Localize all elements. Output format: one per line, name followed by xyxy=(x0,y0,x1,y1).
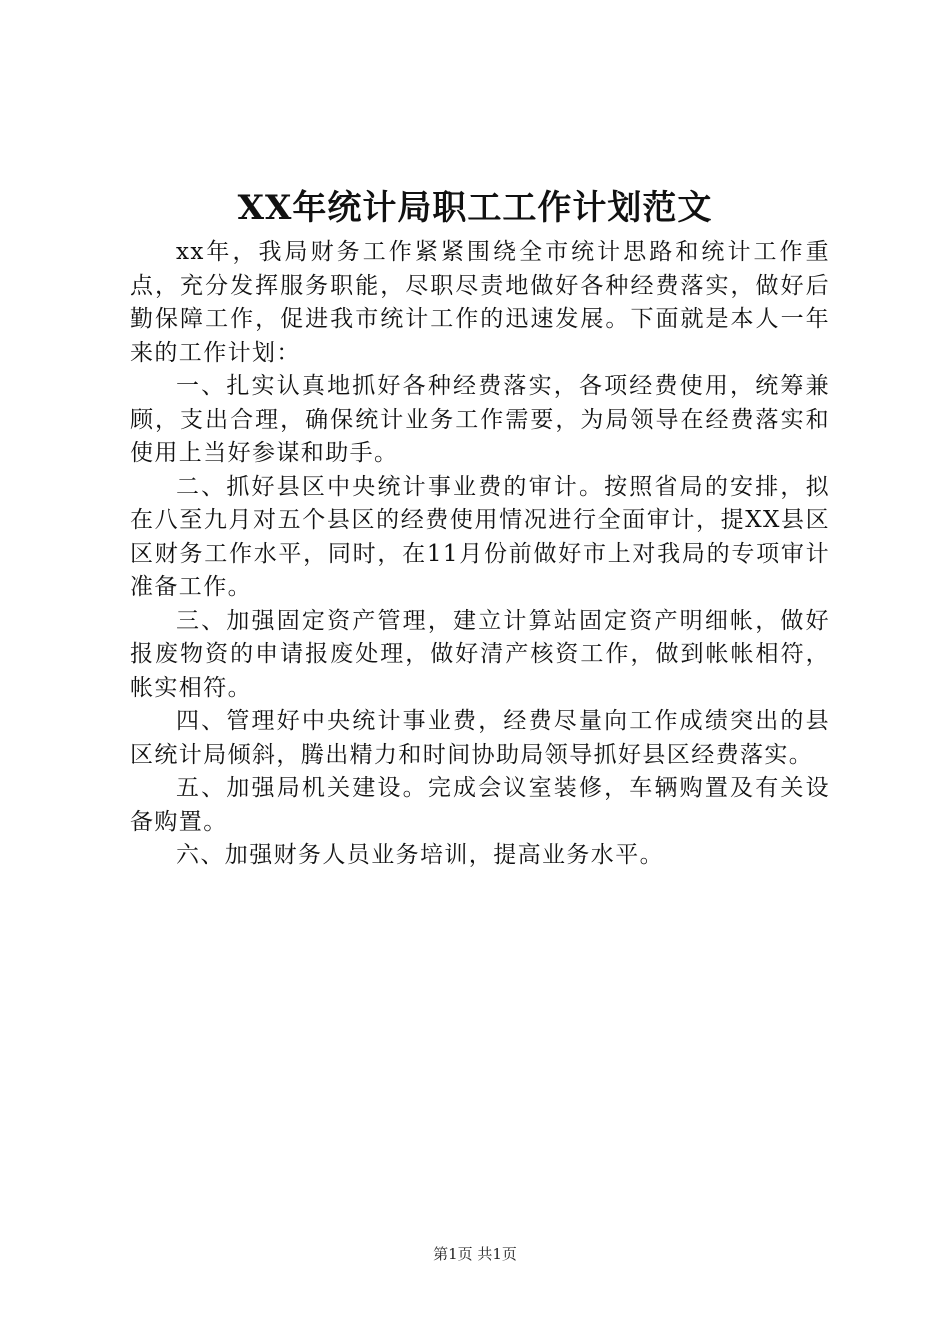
plan-item-3: 三、加强固定资产管理，建立计算站固定资产明细帐，做好报废物资的申请报废处理，做好清产核资工作，做到帐帐相符，帐实相符。 xyxy=(130,607,830,701)
plan-item-5: 五、加强局机关建设。完成会议室装修，车辆购置及有关设备购置。 xyxy=(130,775,830,835)
document-body xyxy=(130,236,830,873)
plan-item-1: 一、扎实认真地抓好各种经费落实，各项经费使用，统筹兼顾，支出合理，确保统计业务工作需要，为局领导在经费落实和使用上当好参谋和助手。 xyxy=(130,373,830,466)
document-title: XX年统计局职工工作计划范文 xyxy=(237,188,713,228)
plan-item-2: 二、抓好县区中央统计事业费的审计。按照省局的安排，拟在八至九月对五个县区的经费使用情况进行全面审计，提XX县区区财务工作水平，同时，在11月份前做好市上对我局的专项审计准备工作。 xyxy=(130,473,830,600)
plan-item-6: 六、加强财务人员业务培训，提高业务水平。 xyxy=(176,842,664,868)
plan-item-4: 四、管理好中央统计事业费，经费尽量向工作成绩突出的县区统计局倾斜，腾出精力和时间协助局领导抓好县区经费落实。 xyxy=(130,708,830,768)
page-footer: 第1页 共1页 xyxy=(433,1245,517,1263)
intro-paragraph: xx年，我局财务工作紧紧围绕全市统计思路和统计工作重点，充分发挥服务职能，尽职尽责地做好各种经费落实，做好后勤保障工作，促进我市统计工作的迅速发展。下面就是本人一年来的工作计划： xyxy=(130,239,830,366)
